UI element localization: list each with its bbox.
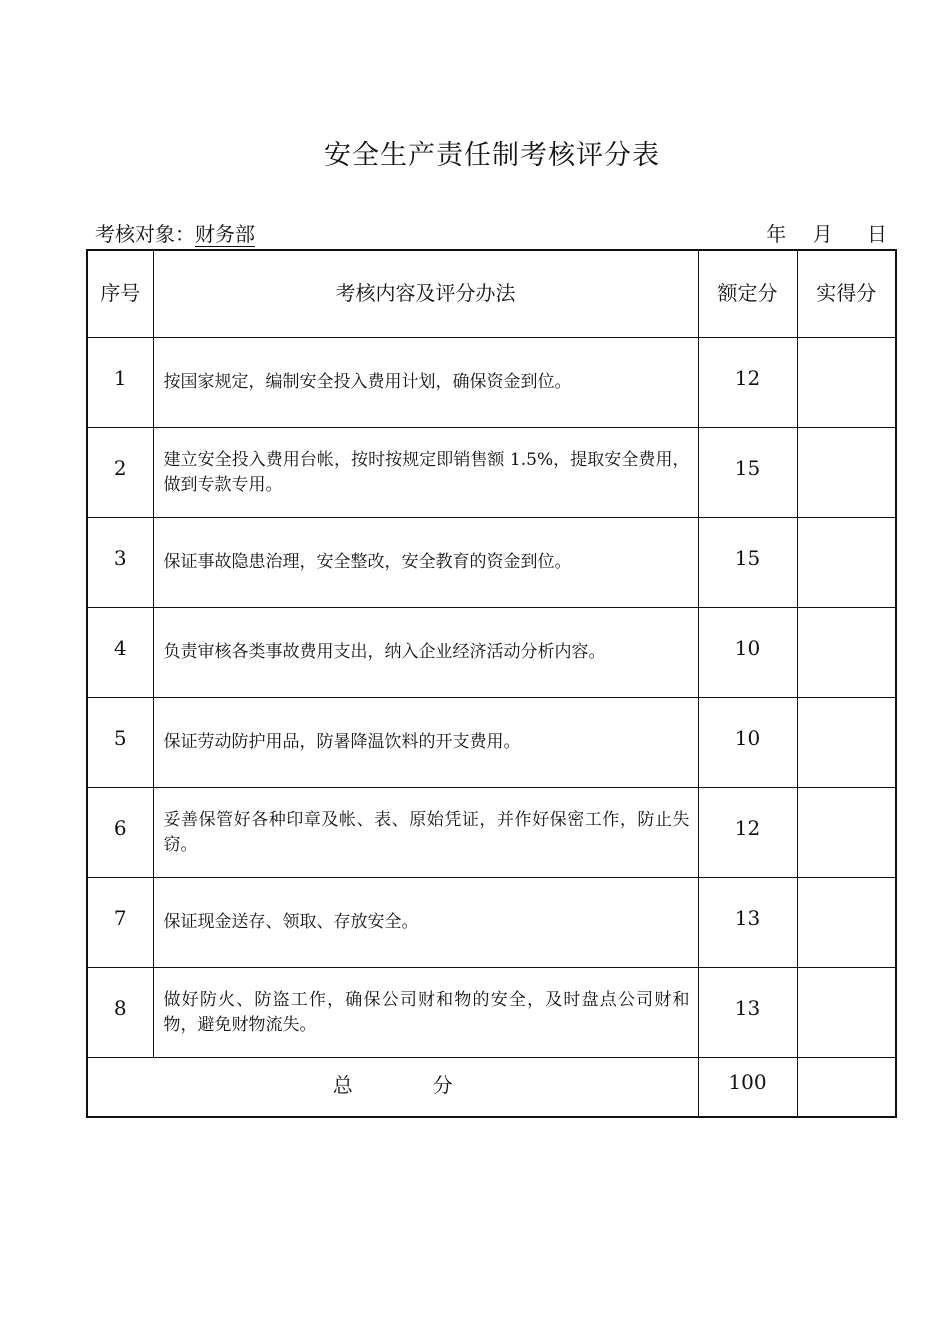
header-serial: 序号	[87, 250, 153, 338]
table-header-row	[87, 250, 896, 338]
row-content: 妥善保管好各种印章及帐、表、原始凭证，并作好保密工作，防止失窃。	[153, 788, 698, 878]
date-month-label: 月	[812, 222, 833, 246]
row-max-score: 13	[698, 878, 797, 968]
row-actual-score[interactable]	[797, 698, 896, 788]
row-max-score: 12	[698, 788, 797, 878]
row-content: 保证事故隐患治理，安全整改，安全教育的资金到位。	[153, 518, 698, 608]
row-serial: 6	[87, 788, 153, 878]
row-serial: 2	[87, 428, 153, 518]
row-serial: 5	[87, 698, 153, 788]
row-actual-score[interactable]	[797, 338, 896, 428]
date-year-label: 年	[766, 222, 787, 246]
row-content: 负责审核各类事故费用支出，纳入企业经济活动分析内容。	[153, 608, 698, 698]
row-max-score: 15	[698, 428, 797, 518]
row-actual-score[interactable]	[797, 518, 896, 608]
row-actual-score[interactable]	[797, 788, 896, 878]
row-content: 保证劳动防护用品，防暑降温饮料的开支费用。	[153, 698, 698, 788]
total-row	[87, 1058, 896, 1118]
row-serial: 8	[87, 968, 153, 1058]
row-actual-score[interactable]	[797, 878, 896, 968]
header-max-score: 额定分	[698, 250, 797, 338]
table-row	[87, 428, 896, 518]
row-serial: 1	[87, 338, 153, 428]
row-content: 做好防火、防盗工作，确保公司财和物的安全，及时盘点公司财和物，避免财物流失。	[153, 968, 698, 1058]
row-max-score: 13	[698, 968, 797, 1058]
row-max-score: 12	[698, 338, 797, 428]
table-row	[87, 608, 896, 698]
table-row	[87, 968, 896, 1058]
row-actual-score[interactable]	[797, 428, 896, 518]
table-row	[87, 878, 896, 968]
row-serial: 4	[87, 608, 153, 698]
row-serial: 7	[87, 878, 153, 968]
score-table	[86, 249, 897, 1118]
table-row	[87, 518, 896, 608]
table-row	[87, 698, 896, 788]
total-label-left: 总	[332, 1072, 353, 1097]
date-day-label: 日	[867, 222, 887, 246]
row-actual-score[interactable]	[797, 608, 896, 698]
row-actual-score[interactable]	[797, 968, 896, 1058]
row-max-score: 10	[698, 698, 797, 788]
assessment-date	[748, 218, 887, 247]
table-row	[87, 338, 896, 428]
row-max-score: 15	[698, 518, 797, 608]
row-serial: 3	[87, 518, 153, 608]
target-value: 财务部	[195, 222, 255, 246]
target-label: 考核对象：	[95, 222, 195, 246]
assessment-target	[95, 218, 255, 247]
row-content: 保证现金送存、领取、存放安全。	[153, 878, 698, 968]
page-title: 安全生产责任制考核评分表	[324, 140, 660, 171]
header-content: 考核内容及评分办法	[153, 250, 698, 338]
table-row	[87, 788, 896, 878]
total-label	[87, 1058, 698, 1118]
total-label-right: 分	[432, 1072, 453, 1097]
row-max-score: 10	[698, 608, 797, 698]
row-content: 按国家规定，编制安全投入费用计划，确保资金到位。	[153, 338, 698, 428]
row-content: 建立安全投入费用台帐，按时按规定即销售额 1.5%，提取安全费用，做到专款专用。	[153, 428, 698, 518]
assessment-meta	[95, 218, 887, 246]
total-max-score: 100	[698, 1058, 797, 1118]
total-actual-score[interactable]	[797, 1058, 896, 1118]
header-actual-score: 实得分	[797, 250, 896, 338]
